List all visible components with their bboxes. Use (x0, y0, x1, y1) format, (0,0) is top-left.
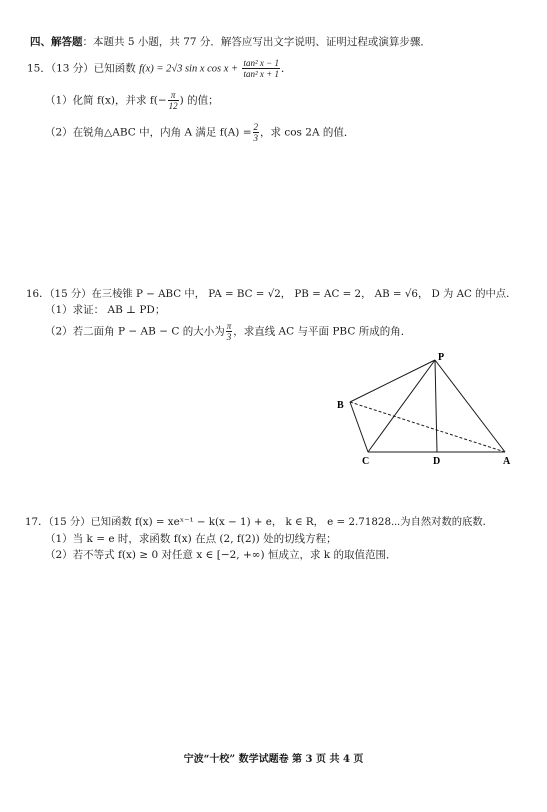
label-A: A (503, 456, 511, 467)
q15-p1-b: ) 的值； (179, 94, 219, 107)
label-D: D (433, 456, 441, 467)
label-C: C (362, 456, 370, 467)
q15-p2-b: ，求 cos 2A 的值． (260, 126, 355, 139)
q15-p1-a: （1）化简 f(x)，并求 f(− (45, 94, 167, 107)
q15-p2-num: 2 (253, 122, 259, 132)
q16-p2-fraction (226, 321, 233, 342)
q15-prefix: 15．（13 分）已知函数 (27, 62, 136, 75)
edge-PC (368, 360, 435, 452)
edge-PA (435, 360, 505, 452)
q16-p2-num: π (226, 321, 232, 331)
q15-part2 (45, 122, 354, 143)
section-heading: 四、解答题 (30, 36, 83, 48)
section-header (30, 35, 431, 49)
label-P: P (438, 352, 445, 363)
section-note: ：本题共 5 小题，共 77 分．解答应写出文字说明、证明过程或演算步骤． (82, 36, 431, 48)
q15-func: f(x) = 2√3 sin x cos x + (139, 63, 239, 75)
q15-stem (27, 58, 291, 79)
q15-part1 (45, 90, 219, 111)
q17-part1: （1）当 k = e 时，求函数 f(x) 在点 (2, f(2)) 处的切线方程； (45, 533, 337, 545)
q15-p2-fraction (253, 122, 260, 143)
q16-part1: （1）求证： AB ⊥ PD； (45, 304, 166, 316)
page-footer: 宁波“十校” 数学试题卷 第 3 页 共 4 页 (183, 754, 364, 765)
q16-p2-a: （2）若二面角 P − AB − C 的大小为 (45, 325, 225, 338)
q17-stem: 17．（15 分）已知函数 f(x) = xeˣ⁻¹ − k(x − 1) + e， k ∈ R， e = 2.71828⋯为自然对数的底数． (25, 516, 493, 528)
q15-end: ． (280, 62, 292, 75)
q15-fraction (242, 58, 280, 79)
q15-frac-num: tan² x − 1 (243, 58, 279, 68)
edge-PB (350, 360, 435, 402)
q15-frac-den: tan² x + 1 (243, 69, 279, 79)
q15-p2-a: （2）在锐角△ABC 中，内角 A 满足 f(A) = (45, 126, 252, 139)
q15-p1-den: 12 (168, 101, 178, 111)
edge-BC (350, 402, 368, 452)
q16-figure (330, 350, 520, 470)
q16-p2-den: 3 (226, 332, 232, 342)
label-B: B (337, 400, 344, 411)
q17-part2: （2）若不等式 f(x) ≥ 0 对任意 x ∈ [−2, +∞) 恒成立，求 k 的取值范围． (45, 549, 397, 561)
edge-PD (435, 360, 437, 452)
q15-p2-den: 3 (253, 133, 259, 143)
q15-p1-fraction (168, 90, 179, 111)
q15-p1-num: π (168, 90, 179, 101)
q16-p2-b: ，求直线 AC 与平面 PBC 所成的角． (233, 325, 412, 338)
q16-stem: 16．（15 分）在三棱锥 P − ABC 中， PA = BC = √2， PB = AC = 2， AB = √6， D 为 AC 的中点． (26, 288, 517, 300)
q16-part2 (45, 321, 411, 342)
